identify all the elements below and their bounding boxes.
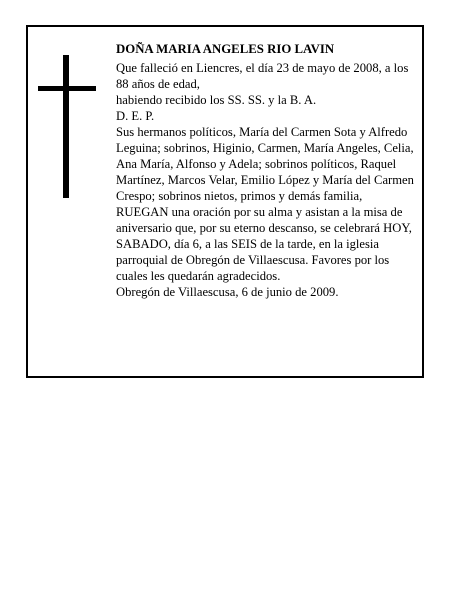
deceased-name: DOÑA MARIA ANGELES RIO LAVIN xyxy=(116,42,335,56)
mass-request: RUEGAN una oración por su alma y asistan a la misa de aniversario que, por su eterno descanso, se celebrará HOY, SABADO, día 6, a las SEIS de la tarde, en la iglesia parroquial de Obregón de Villaescusa. Favores por los cuales les quedarán agradecidos. xyxy=(116,205,412,283)
notice-text xyxy=(116,41,422,300)
family-members: Sus hermanos políticos, María del Carmen Sota y Alfredo Leguina; sobrinos, Higinio, Carmen, María Angeles, Celia, Ana María, Alfonso y Adela; sobrinos políticos, Raquel Martínez, Marcos Velar, Emilio López y María del Carmen Crespo; sobrinos nietos, primos y demás familia, xyxy=(116,125,414,203)
cross-horizontal-bar xyxy=(38,86,96,91)
death-details: Que falleció en Liencres, el día 23 de mayo de 2008, a los 88 años de edad, xyxy=(116,61,409,91)
cross-icon xyxy=(38,55,98,198)
obituary-notice xyxy=(26,25,424,378)
rest-in-peace: D. E. P. xyxy=(116,109,155,123)
cross-vertical-bar xyxy=(63,55,69,198)
place-and-date: Obregón de Villaescusa, 6 de junio de 2009. xyxy=(116,285,339,299)
sacraments-line: habiendo recibido los SS. SS. y la B. A. xyxy=(116,93,317,107)
